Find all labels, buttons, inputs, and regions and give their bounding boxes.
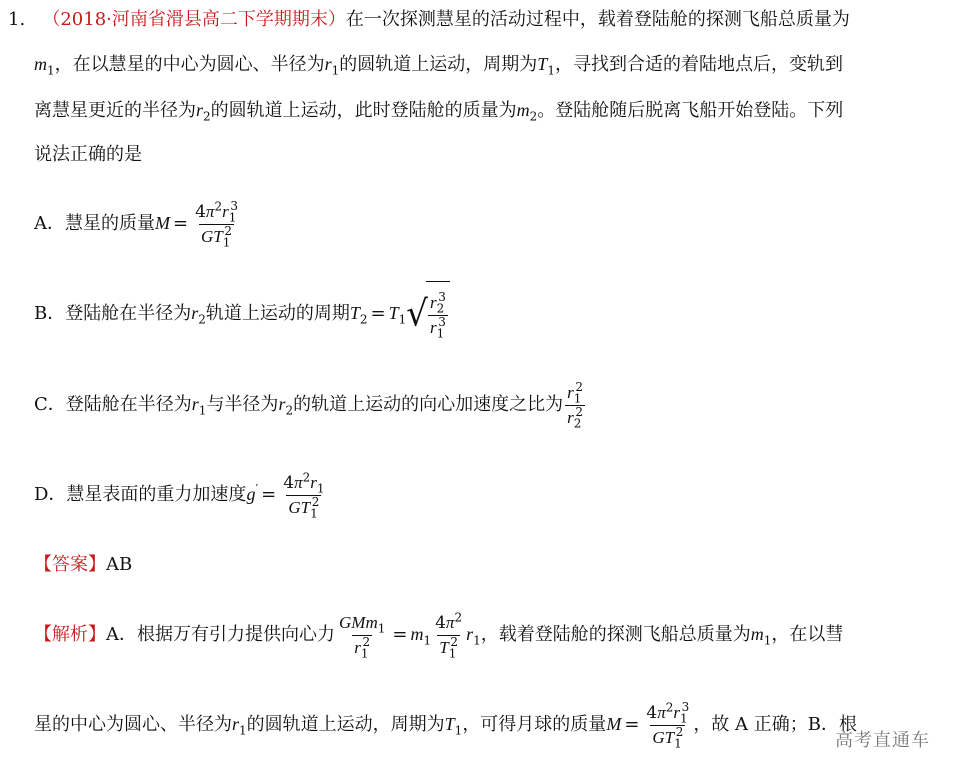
formula-b: √ $\frac{r_2^3}{r_1^3}$ <box>406 281 450 347</box>
question-text-3: 离慧星更近的半径为 <box>34 100 196 121</box>
option-a: A．慧星的质量M = $\frac{4\pi^2r_1^3}{GT_1^2}$ <box>34 198 238 249</box>
option-c-text-2: 与半径为 <box>206 394 279 415</box>
formula-centripetal: $\frac{4\pi^2}{T_1^2}$ <box>435 609 463 660</box>
formula-a: $\frac{4\pi^2r_1^3}{GT_1^2}$ <box>195 198 238 249</box>
formula-gravity: $\frac{GMm_1}{r_1^2}$ <box>339 612 386 660</box>
option-b-text-2: 轨道上运动的周期 <box>205 303 350 324</box>
option-a-var: M <box>155 213 170 233</box>
formula-mass: $\frac{4\pi^2r_1^3}{GT_1^2}$ <box>646 699 690 750</box>
answer-tag: 【答案】 <box>34 554 106 575</box>
option-c: C．登陆舱在半径为$r_1$与半径为$r_2$的轨道上运动的向心加速度之比为 $\frac{r_1^2}{r_2^2}$ <box>34 379 583 430</box>
question-line-4 <box>34 143 142 167</box>
question-text-2: ，在以慧星的中心为圆心、半径为 <box>54 54 325 75</box>
question-text-2c: ，寻找到合适的着陆地点后，变轨到 <box>554 54 843 75</box>
answer-value: AB <box>106 554 133 575</box>
formula-c: $\frac{r_1^2}{r_2^2}$ <box>567 379 583 430</box>
question-source: （2018·河南省滑县高二下学期期末） <box>42 9 346 30</box>
question-text-3c: 。登陆舱随后脱离飞船开始登陆。下列 <box>537 100 844 121</box>
formula-d: $\frac{4\pi^2r_1}{GT_1^2}$ <box>283 469 325 520</box>
watermark: 高考直通车 <box>835 730 930 751</box>
analysis-tag: 【解析】 <box>34 624 106 645</box>
option-d-text: D．慧星表面的重力加速度 <box>34 484 247 505</box>
question-number: 1. <box>8 9 26 30</box>
analysis-line-1: 【解析】A．根据万有引力提供向心力 $\frac{GMm_1}{r_1^2}$ = $m_1$ $\frac{4\pi^2}{T_1^2}$ $r_1$，载着登陆舱的探测飞船总质量为$m_1$，在以彗 <box>34 609 844 660</box>
analysis-text-2b: 的圆轨道上运动，周期为 <box>246 714 445 735</box>
analysis-text-1: A．根据万有引力提供向心力 <box>106 624 335 645</box>
analysis-text-1c: ，在以彗 <box>771 624 844 645</box>
option-b-text: B．登陆舱在半径为 <box>34 303 192 324</box>
answer-line <box>34 553 132 577</box>
analysis-text-2: 星的中心为圆心、半径为 <box>34 714 232 735</box>
question-line-3: 离慧星更近的半径为$r_2$的圆轨道上运动，此时登陆舱的质量为$m_2$。登陆舱随后脱离飞船开始登陆。下列 <box>34 100 844 124</box>
option-c-text: C．登陆舱在半径为 <box>34 394 192 415</box>
question-text-4: 说法正确的是 <box>34 144 142 165</box>
question-text-3b: 的圆轨道上运动，此时登陆舱的质量为 <box>210 100 517 121</box>
analysis-text-2c: ，可得月球的质量 <box>462 714 607 735</box>
option-d: D．慧星表面的重力加速度g′ = $\frac{4\pi^2r_1}{GT_1^2}$ <box>34 469 325 520</box>
option-a-text: A．慧星的质量 <box>34 213 155 234</box>
question-text-2b: 的圆轨道上运动，周期为 <box>339 54 538 75</box>
analysis-text-1b: ，载着登陆舱的探测飞船总质量为 <box>480 624 751 645</box>
question-text: 在一次探测慧星的活动过程中，载着登陆舱的探测飞船总质量为 <box>345 9 850 30</box>
analysis-line-2: 星的中心为圆心、半径为$r_1$的圆轨道上运动，周期为$T_1$，可得月球的质量M = $\frac{4\pi^2r_1^3}{GT_1^2}$ ，故 A 正确；B．根 <box>34 699 857 750</box>
option-c-text-3: 的轨道上运动的向心加速度之比为 <box>293 394 564 415</box>
question-line-2: $m_1$，在以慧星的中心为圆心、半径为$r_1$的圆轨道上运动，周期为$T_1$，寻找到合适的着陆地点后，变轨到 <box>34 54 843 78</box>
question-line-1 <box>8 8 850 32</box>
option-b: B．登陆舱在半径为$r_2$轨道上运动的周期$T_2 = T_1$ √ $\frac{r_2^3}{r_1^3}$ <box>34 280 450 347</box>
analysis-text-2d: ，故 A 正确；B．根 <box>693 714 857 735</box>
